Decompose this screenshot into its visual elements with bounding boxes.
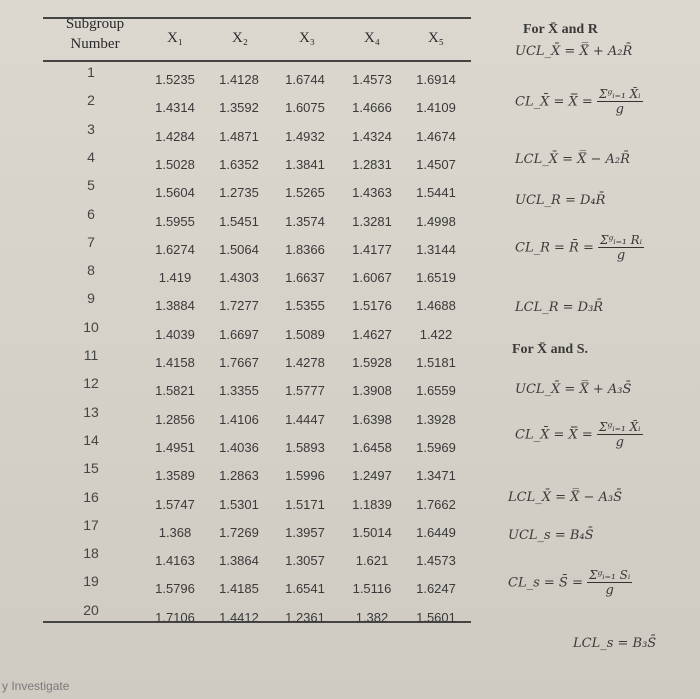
cl-xbar-s-numerator: Σᵍᵢ₌₁ X̄ᵢ bbox=[598, 420, 641, 434]
table-cell: 1.4363 bbox=[352, 185, 392, 201]
table-cell: 1.7662 bbox=[416, 496, 456, 512]
row-number: 8 bbox=[87, 262, 95, 279]
table-cell: 1.4278 bbox=[285, 355, 325, 370]
lcl-xbar-r-formula: LCL_X̄ = X̿ − A₂R̄ bbox=[515, 152, 630, 167]
table-cell: 1.5821 bbox=[155, 383, 195, 399]
table-cell: 1.5996 bbox=[285, 468, 325, 484]
table-cell: 1.4573 bbox=[352, 72, 392, 87]
lcl-r-formula: LCL_R = D₃R̄ bbox=[515, 300, 604, 315]
cl-s-numerator: Σᵍᵢ₌₁ Sᵢ bbox=[588, 568, 631, 582]
table-cell: 1.5028 bbox=[155, 156, 195, 172]
table-cell: 1.6697 bbox=[219, 326, 259, 342]
table-cell: 1.7277 bbox=[219, 298, 259, 314]
row-number: 9 bbox=[87, 290, 95, 307]
row-number: 14 bbox=[83, 431, 99, 448]
table-cell: 1.3957 bbox=[285, 524, 325, 540]
table-cell: 1.5089 bbox=[285, 326, 325, 342]
table-cell: 1.6519 bbox=[416, 270, 456, 286]
table-cell: 1.5176 bbox=[352, 298, 392, 314]
cl-r-fraction bbox=[598, 233, 644, 263]
ucl-xbar-s-formula: UCL_X̄ = X̿ + A₃S̄ bbox=[515, 382, 632, 397]
table-cell: 1.6067 bbox=[352, 270, 392, 286]
table-cell: 1.5451 bbox=[219, 213, 259, 229]
table-cell: 1.621 bbox=[355, 553, 389, 569]
table-cell: 1.8366 bbox=[285, 241, 325, 257]
xbar-r-heading: For X̄ and R bbox=[523, 22, 598, 37]
cl-xbar-s-formula bbox=[515, 420, 643, 450]
table-cell: 1.5116 bbox=[352, 581, 392, 597]
table-cell: 1.5235 bbox=[155, 72, 195, 87]
table-cell: 1.5301 bbox=[219, 496, 259, 512]
table-cell: 1.7106 bbox=[155, 609, 195, 625]
cl-s-denominator: g bbox=[605, 583, 614, 598]
row-number: 12 bbox=[83, 375, 99, 392]
table-cell: 1.2361 bbox=[285, 609, 325, 625]
table-cell: 1.6247 bbox=[416, 581, 456, 597]
cl-xbar-r-denominator: g bbox=[615, 102, 624, 117]
table-cell: 1.1839 bbox=[352, 496, 392, 512]
table-cell: 1.2831 bbox=[352, 156, 392, 172]
table-cell: 1.3144 bbox=[416, 241, 456, 257]
row-number: 2 bbox=[87, 92, 95, 109]
ucl-r-formula: UCL_R = D₄R̄ bbox=[515, 193, 606, 208]
cl-xbar-s-fraction bbox=[597, 420, 643, 450]
table-cell: 1.4324 bbox=[352, 128, 392, 144]
table-cell: 1.2856 bbox=[155, 411, 195, 427]
cl-r-numerator: Σᵍᵢ₌₁ Rᵢ bbox=[599, 233, 643, 247]
table-cell: 1.4871 bbox=[219, 128, 259, 144]
table-cell: 1.419 bbox=[158, 270, 192, 286]
table-cell: 1.382 bbox=[355, 609, 389, 625]
table-cell: 1.4185 bbox=[219, 581, 259, 597]
table-cell: 1.4314 bbox=[155, 100, 195, 116]
cl-s-fraction bbox=[587, 568, 632, 598]
cl-xbar-r-fraction bbox=[597, 87, 643, 117]
table-cell: 1.6449 bbox=[416, 524, 456, 540]
row-number: 18 bbox=[83, 545, 99, 562]
table-cell: 1.5265 bbox=[285, 185, 325, 201]
table-cell: 1.3928 bbox=[416, 411, 456, 427]
column-header-x1: X₁ bbox=[166, 30, 184, 46]
table-cell: 1.6637 bbox=[285, 270, 325, 286]
table-cell: 1.4507 bbox=[416, 156, 456, 172]
table-cell: 1.4932 bbox=[285, 128, 325, 144]
row-number: 19 bbox=[83, 573, 99, 590]
table-cell: 1.5014 bbox=[352, 524, 392, 540]
table-cell: 1.4128 bbox=[219, 72, 259, 87]
table-cell: 1.4177 bbox=[352, 241, 392, 257]
table-cell: 1.4109 bbox=[416, 100, 456, 116]
table-cell: 1.5777 bbox=[285, 383, 325, 399]
table-cell: 1.4688 bbox=[416, 298, 456, 314]
table-cell: 1.4951 bbox=[155, 439, 195, 455]
table-cell: 1.3592 bbox=[219, 100, 259, 116]
table-cell: 1.422 bbox=[419, 326, 453, 342]
row-number: 6 bbox=[87, 205, 95, 222]
cl-xbar-s-denominator: g bbox=[615, 435, 624, 450]
lcl-s-formula: LCL_s = B₃S̄ bbox=[573, 636, 657, 651]
table-cell: 1.6352 bbox=[219, 156, 259, 172]
xbar-s-heading: For X̄ and S. bbox=[512, 342, 588, 357]
table-cell: 1.6559 bbox=[416, 383, 456, 399]
table-cell: 1.4284 bbox=[155, 128, 195, 144]
table-cell: 1.7667 bbox=[219, 355, 259, 370]
table-cell: 1.6274 bbox=[155, 241, 195, 257]
column-header-x3: X₃ bbox=[298, 30, 316, 46]
cl-s-lhs: CL_s = S̄ = bbox=[508, 575, 583, 591]
table-cell: 1.6744 bbox=[285, 72, 325, 87]
subgroup-number-header: Subgroup Number bbox=[65, 16, 125, 52]
cl-r-denominator: g bbox=[616, 248, 626, 263]
table-cell: 1.4412 bbox=[219, 609, 259, 625]
row-number: 15 bbox=[83, 460, 99, 477]
table-cell: 1.3355 bbox=[219, 383, 259, 399]
table-cell: 1.3574 bbox=[285, 213, 325, 229]
table-cell: 1.3057 bbox=[285, 553, 325, 569]
table-cell: 1.7269 bbox=[219, 524, 259, 540]
cl-xbar-r-formula bbox=[515, 87, 643, 117]
table-cell: 1.4666 bbox=[352, 100, 392, 116]
cl-s-formula bbox=[508, 568, 632, 598]
table-cell: 1.4674 bbox=[416, 128, 456, 144]
row-number: 11 bbox=[83, 347, 99, 363]
row-number: 10 bbox=[83, 318, 99, 335]
table-cell: 1.6914 bbox=[416, 72, 456, 87]
table-cell: 1.2863 bbox=[219, 468, 259, 484]
table-cell: 1.4039 bbox=[155, 326, 195, 342]
cl-xbar-r-numerator: Σᵍᵢ₌₁ X̄ᵢ bbox=[598, 87, 641, 101]
table-cell: 1.6398 bbox=[352, 411, 392, 427]
table-cell: 1.3864 bbox=[219, 553, 259, 569]
table-cell: 1.5969 bbox=[416, 439, 456, 455]
table-cell: 1.4158 bbox=[155, 355, 195, 370]
row-number: 20 bbox=[83, 601, 99, 618]
table-cell: 1.5604 bbox=[155, 185, 195, 201]
row-number: 4 bbox=[87, 148, 95, 165]
table-cell: 1.5064 bbox=[219, 241, 259, 257]
table-cell: 1.4106 bbox=[219, 411, 259, 427]
row-number: 3 bbox=[87, 120, 95, 137]
table-cell: 1.5796 bbox=[155, 581, 195, 597]
table-cell: 1.5441 bbox=[416, 185, 456, 201]
table-cell: 1.3281 bbox=[352, 213, 392, 229]
row-number: 13 bbox=[83, 403, 99, 420]
table-cell: 1.4627 bbox=[352, 326, 392, 342]
row-number: 5 bbox=[87, 177, 95, 194]
investigate-watermark: y Investigate bbox=[2, 679, 70, 693]
table-cell: 1.4998 bbox=[416, 213, 456, 229]
cl-xbar-r-lhs: CL_X̄ = X̿ = bbox=[515, 94, 593, 110]
table-header-rule bbox=[43, 60, 471, 62]
lcl-xbar-s-formula: LCL_X̄ = X̿ − A₃S̄ bbox=[508, 490, 623, 505]
table-cell: 1.5955 bbox=[155, 213, 195, 229]
row-number: 16 bbox=[83, 488, 99, 505]
table-cell: 1.2497 bbox=[352, 468, 392, 484]
table-cell: 1.3884 bbox=[155, 298, 195, 314]
column-header-x5: X₅ bbox=[427, 30, 445, 46]
table-cell: 1.368 bbox=[158, 524, 192, 540]
table-cell: 1.4036 bbox=[219, 439, 259, 455]
table-cell: 1.5355 bbox=[285, 298, 325, 314]
table-cell: 1.3908 bbox=[352, 383, 392, 399]
table-cell: 1.4447 bbox=[285, 411, 325, 427]
ucl-xbar-r-formula: UCL_X̄ = X̿ + A₂R̄ bbox=[515, 44, 633, 59]
table-cell: 1.4303 bbox=[219, 270, 259, 286]
column-header-x2: X₂ bbox=[231, 30, 249, 46]
cl-r-formula bbox=[515, 233, 644, 263]
column-header-x4: X₄ bbox=[363, 30, 381, 46]
table-cell: 1.2735 bbox=[219, 185, 259, 201]
table-cell: 1.5181 bbox=[416, 355, 456, 370]
row-number: 17 bbox=[83, 516, 99, 533]
table-cell: 1.3841 bbox=[285, 156, 325, 172]
table-cell: 1.6075 bbox=[285, 100, 325, 116]
table-cell: 1.4163 bbox=[155, 553, 195, 569]
table-cell: 1.3471 bbox=[416, 468, 456, 484]
table-cell: 1.5171 bbox=[285, 496, 325, 512]
table-cell: 1.5928 bbox=[352, 355, 392, 370]
row-number: 1 bbox=[87, 64, 95, 80]
ucl-s-formula: UCL_s = B₄S̄ bbox=[508, 528, 594, 543]
table-cell: 1.3589 bbox=[155, 468, 195, 484]
table-cell: 1.5747 bbox=[155, 496, 195, 512]
table-cell: 1.6541 bbox=[285, 581, 325, 597]
row-number: 7 bbox=[87, 233, 95, 250]
cl-xbar-s-lhs: CL_X̄ = X̿ = bbox=[515, 427, 593, 443]
table-cell: 1.5601 bbox=[416, 609, 456, 625]
cl-r-lhs: CL_R = R̄ = bbox=[515, 240, 594, 256]
table-cell: 1.5893 bbox=[285, 439, 325, 455]
table-cell: 1.6458 bbox=[352, 439, 392, 455]
table-cell: 1.4573 bbox=[416, 553, 456, 569]
